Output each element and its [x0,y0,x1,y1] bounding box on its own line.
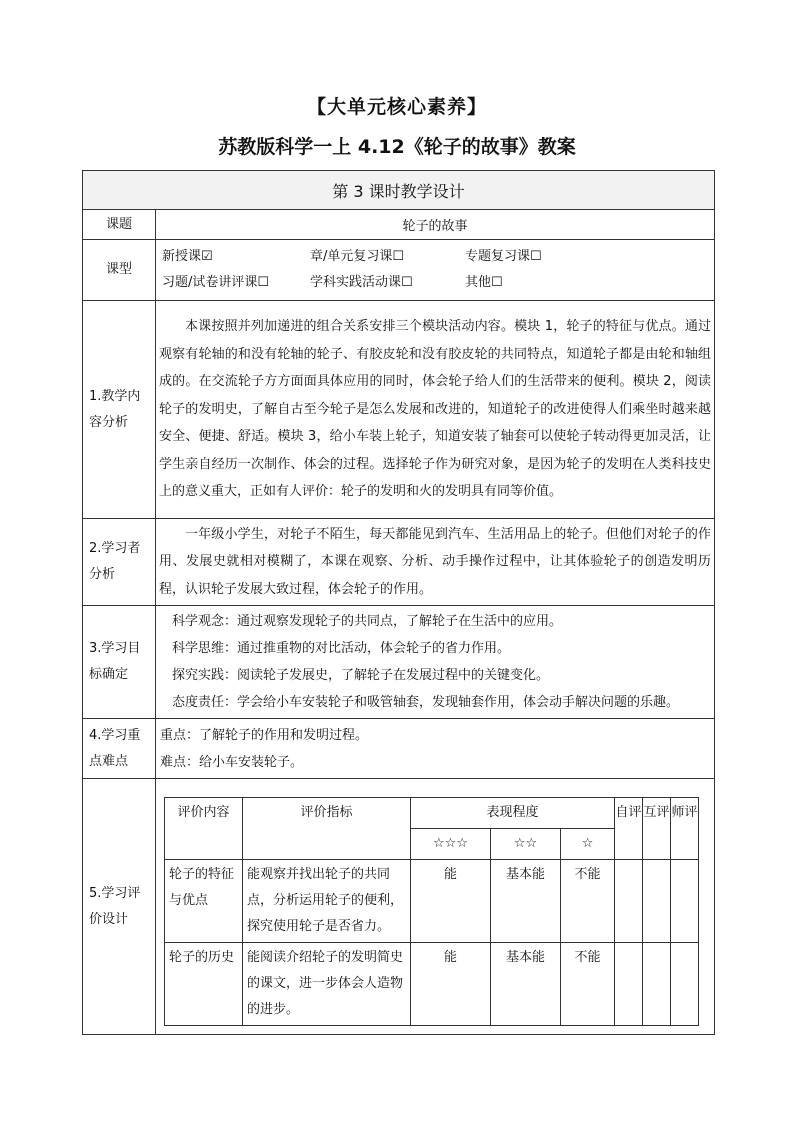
objective-line: 探究实践：阅读轮子发展史，了解轮子在发展过程中的关键变化。 [172,668,550,683]
eval-self-cell[interactable] [615,943,643,1026]
eval-header-indicator: 评价指标 [243,798,411,860]
eval-peer-cell[interactable] [643,943,671,1026]
section4-content [156,719,715,779]
star-rating-2: ☆☆ [491,829,561,860]
eval-level-cell[interactable]: 能 [411,860,491,943]
section1-content: 本课按照并列加递进的组合关系安排三个模块活动内容。模块 1，轮子的特征与优点。通过观察有轮轴的和没有轮轴的轮子、有胶皮轮和没有胶皮轮的共同特点，知道轮子都是由轮和轴组成的。在交流轮子方方面面具体应用的同时，体会轮子给人们的生活带来的便利。模块 2，阅读轮子的发明史，了解自古至今轮子是怎么发展和改进的，知道轮子的改进使得人们乘坐时越来越安全、便捷、舒适。模块 3，给小车装上轮子，知道安装了轴套可以使轮子转动得更加灵活，让学生亲自经历一次制作、体会的过程。选择轮子作为研究对象，是因为轮子的发明在人类科技史上的意义重大，正如有人评价：轮子的发明和火的发明具有同等价值。 [156,301,715,519]
eval-header-content: 评价内容 [165,798,243,860]
star-rating-3: ☆☆☆ [411,829,491,860]
eval-header-teacher: 师评 [671,798,699,860]
document-subtitle: 苏教版科学一上 4.12《轮子的故事》教案 [218,136,576,158]
eval-header-self: 自评 [615,798,643,860]
eval-self-cell[interactable] [615,860,643,943]
eval-level-cell[interactable]: 能 [411,943,491,1026]
type-option-topic-review[interactable]: 专题复习课☐ [465,249,542,264]
objective-line: 态度责任：学会给小车安装轮子和吸管轴套，发现轴套作用，体会动手解决问题的乐趣。 [172,695,680,710]
lesson-plan-table [82,170,715,1035]
eval-row-content: 轮子的历史 [165,943,243,1026]
table-header: 第 3 课时教学设计 [83,171,715,210]
eval-teacher-cell[interactable] [671,943,699,1026]
document-title: 【大单元核心素养】 [306,96,487,118]
type-option-practice[interactable]: 学科实践活动课☐ [310,275,413,290]
eval-row-indicator: 能观察并找出轮子的共同点，分析运用轮子的便利，探究使用轮子是否省力。 [243,860,411,943]
eval-row-indicator: 能阅读介绍轮子的发明简史的课文，进一步体会人造物的进步。 [243,943,411,1026]
section2-label: 2.学习者分析 [83,519,156,606]
eval-level-cell[interactable]: 基本能 [491,943,561,1026]
section3-content [156,606,715,719]
type-label: 课型 [83,240,156,301]
objective-line: 科学观念：通过观察发现轮子的共同点，了解轮子在生活中的应用。 [172,614,563,629]
eval-teacher-cell[interactable] [671,860,699,943]
lesson-type-options [156,240,715,301]
section1-label: 1.教学内容分析 [83,301,156,519]
type-option-new[interactable]: 新授课☑ [162,249,213,264]
eval-header-peer: 互评 [643,798,671,860]
star-rating-1: ☆ [561,829,615,860]
section2-content: 一年级小学生，对轮子不陌生，每天都能见到汽车、生活用品上的轮子。但他们对轮子的作用、发展史就相对模糊了，本课在观察、分析、动手操作过程中，让其体验轮子的创造发明历程，认识轮子发展大致过程，体会轮子的作用。 [156,519,715,606]
eval-level-cell[interactable]: 不能 [561,860,615,943]
type-option-other[interactable]: 其他☐ [465,275,503,290]
eval-level-cell[interactable]: 基本能 [491,860,561,943]
eval-level-cell[interactable]: 不能 [561,943,615,1026]
topic-label: 课题 [83,210,156,240]
section5-content [156,779,715,1035]
section5-label: 5.学习评价设计 [83,779,156,1035]
evaluation-table [164,797,699,1026]
eval-row-content: 轮子的特征与优点 [165,860,243,943]
eval-header-level: 表现程度 [411,798,615,829]
objective-line: 科学思维：通过推重物的对比活动，体会轮子的省力作用。 [172,641,511,656]
section4-label: 4.学习重点难点 [83,719,156,779]
difficulty-line: 难点：给小车安装轮子。 [160,754,304,770]
key-point-line: 重点：了解轮子的作用和发明过程。 [160,727,369,743]
section3-label: 3.学习目标确定 [83,606,156,719]
type-option-exercise[interactable]: 习题/试卷讲评课☐ [162,275,270,290]
eval-peer-cell[interactable] [643,860,671,943]
type-option-unit-review[interactable]: 章/单元复习课☐ [310,249,405,264]
topic-value: 轮子的故事 [156,210,715,240]
